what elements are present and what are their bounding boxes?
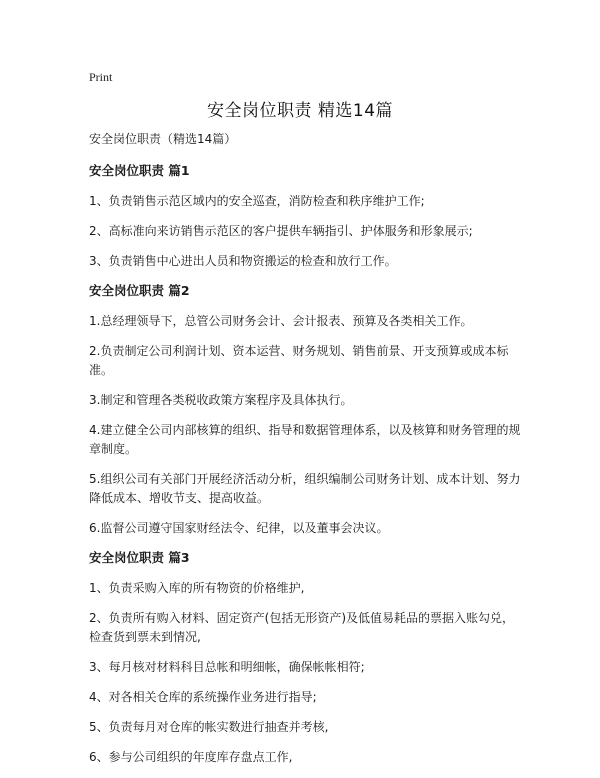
list-item: 2、负责所有购入材料、固定资产(包括无形资产)及低值易耗品的票据入账勾兑，检查货到票未到情况, [89,611,515,644]
list-item: 5、负责每月对仓库的帐实数进行抽查并考核, [89,720,329,734]
section-heading: 安全岗位职责 篇2 [89,283,190,298]
list-item: 1、负责采购入库的所有物资的价格维护, [89,581,305,595]
list-item: 4、对各相关仓库的系统操作业务进行指导; [89,690,317,704]
document-subtitle: 安全岗位职责（精选14篇） [89,132,237,146]
list-item: 6、参与公司组织的年度库存盘点工作, [89,750,293,764]
list-item: 3、负责销售中心进出人员和物资搬运的检查和放行工作。 [89,254,397,268]
list-item: 1.总经理领导下，总管公司财务会计、会计报表、预算及各类相关工作。 [89,314,473,328]
list-item: 2、高标准向来访销售示范区的客户提供车辆指引、护体服务和形象展示; [89,224,473,238]
document-title: 安全岗位职责 精选14篇 [206,101,394,121]
list-item: 3、每月核对材料科目总帐和明细帐，确保帐帐相符; [89,660,365,674]
section-1 [89,162,521,271]
list-item: 2.负责制定公司利润计划、资本运营、财务规划、销售前景、开支预算或成本标准。 [89,344,509,377]
section-heading: 安全岗位职责 篇3 [89,550,190,565]
section-2 [89,282,521,538]
section-3 [89,549,521,767]
section-heading: 安全岗位职责 篇1 [89,163,190,178]
print-label[interactable]: Print [89,70,113,84]
list-item: 3.制定和管理各类税收政策方案程序及具体执行。 [89,393,353,407]
list-item: 5.组织公司有关部门开展经济活动分析，组织编制公司财务计划、成本计划、努力降低成本、增收节支、提高收益。 [89,472,521,505]
document-body [89,130,521,778]
list-item: 4.建立健全公司内部核算的组织、指导和数据管理体系，以及核算和财务管理的规章制度。 [89,423,521,456]
list-item: 1、负责销售示范区域内的安全巡查，消防检查和秩序维护工作; [89,194,425,208]
list-item: 6.监督公司遵守国家财经法令、纪律，以及董事会决议。 [89,521,389,535]
